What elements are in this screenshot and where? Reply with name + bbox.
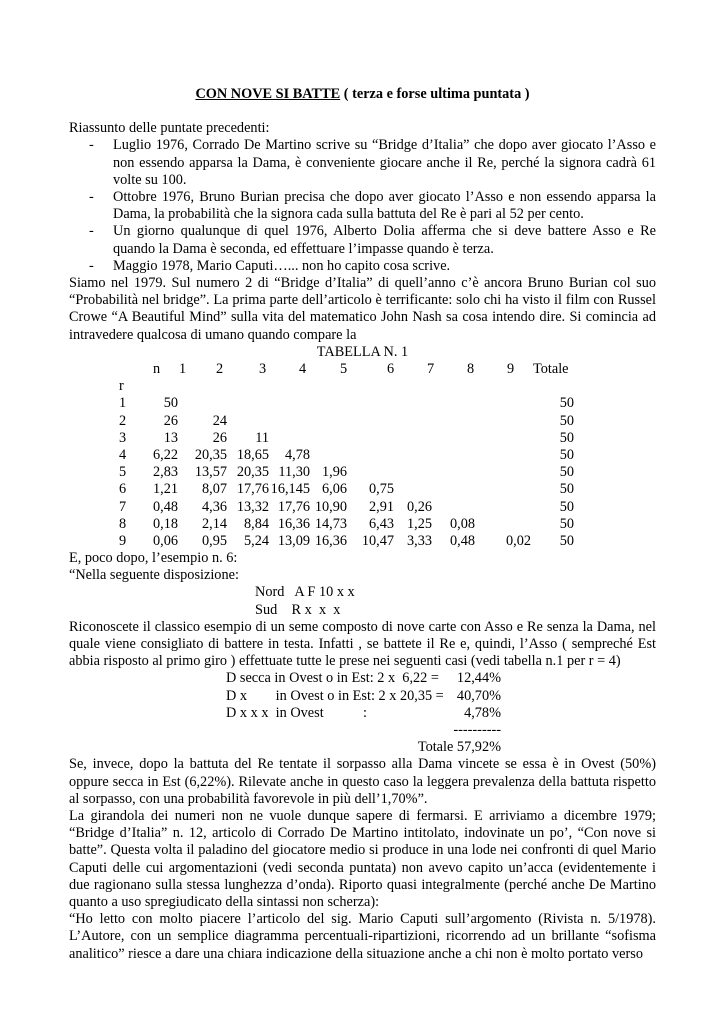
table-cell: 13,57 <box>194 464 227 481</box>
table-column-header: 3 <box>259 361 267 378</box>
table-row <box>69 481 656 498</box>
table-r-label: r <box>119 378 124 395</box>
table-cell: 16,36 <box>277 515 310 532</box>
table-cell: 1,96 <box>321 464 347 481</box>
table-row-label: 2 <box>119 412 127 429</box>
table-cell: 26 <box>163 412 178 429</box>
table-cell: 2,91 <box>368 498 394 515</box>
table-cell: 16,145 <box>270 481 310 498</box>
table-cell: 2,83 <box>152 464 178 481</box>
table-row <box>69 533 656 550</box>
calc-total-row <box>69 739 656 756</box>
table-column-header: 9 <box>507 361 515 378</box>
table-cell: 13 <box>163 429 178 446</box>
table-row-total: 50 <box>559 464 574 481</box>
paragraph-quote-demartino: “Ho letto con molto piacere l’articolo del sig. Mario Caputi sull’argomento (Rivista n. 5/1978). L’Autore, con un semplice diagramma percentuali-ripartizioni, ricorrendo ad un brillante “sofisma analitico” riesce a dare una chiara indicazione della situazione anche a chi non è molto portato verso <box>69 911 656 962</box>
table-column-header: 6 <box>387 361 395 378</box>
table-column-header: 5 <box>340 361 348 378</box>
table-cell: 18,65 <box>236 446 269 463</box>
calc-rule: ---------- <box>453 722 501 739</box>
table-row-total: 50 <box>559 515 574 532</box>
calc-total: Totale 57,92% <box>417 739 501 756</box>
table-row-total: 50 <box>559 498 574 515</box>
table-column-header: 8 <box>467 361 475 378</box>
table-cell: 50 <box>163 395 178 412</box>
calc-value: 12,44% <box>456 670 501 687</box>
table-row-label: 4 <box>119 446 127 463</box>
title-subtitle: ( terza e forse ultima puntata ) <box>340 86 530 102</box>
table-row-label: 1 <box>119 395 127 412</box>
table-row-label: 3 <box>119 429 127 446</box>
table-row-label: 5 <box>119 464 127 481</box>
table-row-label: 6 <box>119 481 127 498</box>
paragraph-girandola: La girandola dei numeri non ne vuole dunque sapere di fermarsi. E arriviamo a dicembre 1979; “Bridge d’Italia” n. 12, articolo di Corrado De Martino intitolato, indovinate un po’, “Con nove si batte”. Questa volta il paladino del giocatore medio si produce in una lode nei confronti di quel Mario Caputi delle cui argomentazioni (vedi seconda puntata) non avevo capito un’acca (evidentemente i due ragionano sulla stessa lunghezza d’onda). Riporto quasi integralmente (perché anche De Martino quanto a uso spregiudicato della sintassi non scherza): <box>69 808 656 911</box>
table-row <box>69 395 656 412</box>
table-cell: 0,48 <box>449 532 475 549</box>
title-main: CON NOVE SI BATTE <box>195 86 341 102</box>
paragraph-1979: Siamo nel 1979. Sul numero 2 di “Bridge d’Italia” di quell’anno c’è ancora Bruno Burian col suo “Probabilità nel bridge”. La prima parte dell’articolo è terrificante: solo chi ha visto il film con Russel Crowe “A Beautiful Mind” sulla vita del matematico John Nash sa cosa intendo dire. Si comincia ad intravedere qualcosa di umano quando compare la <box>69 275 656 343</box>
table-cell: 4,78 <box>284 446 310 463</box>
table-cell: 24 <box>212 412 227 429</box>
table-cell: 26 <box>212 429 227 446</box>
table-cell: 0,26 <box>406 498 432 515</box>
table-row <box>69 464 656 481</box>
table-cell: 8,07 <box>201 481 227 498</box>
table-cell: 0,48 <box>152 498 178 515</box>
table-cell: 13,09 <box>277 532 310 549</box>
table-cell: 6,22 <box>152 446 178 463</box>
table-row-total: 50 <box>559 395 574 412</box>
table-row <box>69 447 656 464</box>
table-caption: TABELLA N. 1 <box>316 343 409 360</box>
table-cell: 17,76 <box>236 481 269 498</box>
table-header-row <box>69 361 656 378</box>
probability-calculation <box>69 670 656 739</box>
table-cell: 5,24 <box>243 532 269 549</box>
table-cell: 2,14 <box>201 515 227 532</box>
table-column-header: 7 <box>427 361 435 378</box>
table-cell: 0,08 <box>449 515 475 532</box>
table-cell: 16,36 <box>314 532 347 549</box>
probability-table <box>69 361 656 550</box>
table-cell: 13,32 <box>236 498 269 515</box>
recap-list <box>69 137 656 275</box>
table-row-label: 8 <box>119 515 127 532</box>
recap-item: - Maggio 1978, Mario Caputi…... non ho capito cosa scrive. <box>113 258 656 275</box>
table-row-total: 50 <box>559 412 574 429</box>
table-cell: 11 <box>255 429 269 446</box>
table-column-header: 1 <box>179 361 187 378</box>
table-cell: 8,84 <box>243 515 269 532</box>
table-cell: 11,30 <box>278 464 310 481</box>
paragraph-finesse: Se, invece, dopo la battuta del Re tentate il sorpasso alla Dama vincete se essa è in Ovest (50%) oppure secca in Est (6,22%). Rilevate anche in questo caso la leggera prevalenza della battuta rispetto al sorpasso, con una probabilità favorevole in più dell’1,70%”. <box>69 756 656 807</box>
table-cell: 17,76 <box>277 498 310 515</box>
table-cell: 0,02 <box>505 532 531 549</box>
table-row <box>69 430 656 447</box>
paragraph-explanation: Riconoscete il classico esempio di un seme composto di nove carte con Asso e Re senza la Dama, nel quale viene consigliato di battere in testa. Infatti , se battete il Re e, quindi, l’Asso ( sempreché Est abbia risposto al primo giro ) effettuate tutte le prese nei seguenti casi (vedi tabella n.1 per r = 4) <box>69 618 656 670</box>
table-cell: 0,06 <box>152 532 178 549</box>
calc-value: 40,70% <box>456 687 501 704</box>
table-cell: 0,18 <box>152 515 178 532</box>
document-title <box>69 86 656 103</box>
paragraph-quote-start: “Nella seguente disposizione: <box>69 567 239 584</box>
table-row-label: 9 <box>119 532 127 549</box>
table-row-total: 50 <box>559 481 574 498</box>
hand-south: Sud R x x x <box>255 601 341 618</box>
table-cell: 10,47 <box>361 532 394 549</box>
table-cell: 6,06 <box>321 481 347 498</box>
recap-intro: Riassunto delle puntate precedenti: <box>69 120 270 137</box>
recap-item: - Luglio 1976, Corrado De Martino scrive su “Bridge d’Italia” che dopo aver giocato l’Asso e non essendo apparsa la Dama, è conveniente giocare anche il Re, perché la signora cadrà 61 volte su 100. <box>113 137 656 189</box>
hand-north: Nord A F 10 x x <box>255 584 355 601</box>
calc-value: 4,78% <box>464 704 501 721</box>
table-row-total: 50 <box>559 429 574 446</box>
paragraph-example-intro: E, poco dopo, l’esempio n. 6: <box>69 550 238 567</box>
table-column-header: 2 <box>216 361 224 378</box>
table-n-label: n <box>153 361 161 378</box>
table-cell: 3,33 <box>406 532 432 549</box>
table-cell: 20,35 <box>236 464 269 481</box>
calc-label: D x x x in Ovest : <box>226 704 367 721</box>
table-cell: 1,25 <box>406 515 432 532</box>
calc-label: D x in Ovest o in Est: 2 x 20,35 = <box>226 687 444 704</box>
table-row <box>69 499 656 516</box>
table-row-total: 50 <box>559 532 574 549</box>
calc-label: D secca in Ovest o in Est: 2 x 6,22 = <box>226 670 439 687</box>
table-row <box>69 413 656 430</box>
recap-item: - Un giorno qualunque di quel 1976, Alberto Dolia afferma che si deve battere Asso e Re quando la Dama è seconda, ed effettuare l’impasse quando è terza. <box>113 223 656 257</box>
card-hand <box>69 584 656 618</box>
table-cell: 1,21 <box>152 481 178 498</box>
table-cell: 4,36 <box>201 498 227 515</box>
table-row-label: 7 <box>119 498 127 515</box>
table-row <box>69 516 656 533</box>
table-cell: 14,73 <box>314 515 347 532</box>
table-column-header: 4 <box>299 361 307 378</box>
table-cell: 20,35 <box>194 446 227 463</box>
table-cell: 0,95 <box>201 532 227 549</box>
table-r-label-row <box>69 378 656 395</box>
recap-item: - Ottobre 1976, Bruno Burian precisa che dopo aver giocato l’Asso e non essendo apparsa la Dama, la probabilità che la signora cada sulla battuta del Re è pari al 52 per cento. <box>113 189 656 223</box>
table-cell: 10,90 <box>314 498 347 515</box>
table-total-header: Totale <box>533 361 569 378</box>
table-cell: 0,75 <box>368 481 394 498</box>
table-row-total: 50 <box>559 446 574 463</box>
table-cell: 6,43 <box>368 515 394 532</box>
document-page <box>69 86 656 963</box>
